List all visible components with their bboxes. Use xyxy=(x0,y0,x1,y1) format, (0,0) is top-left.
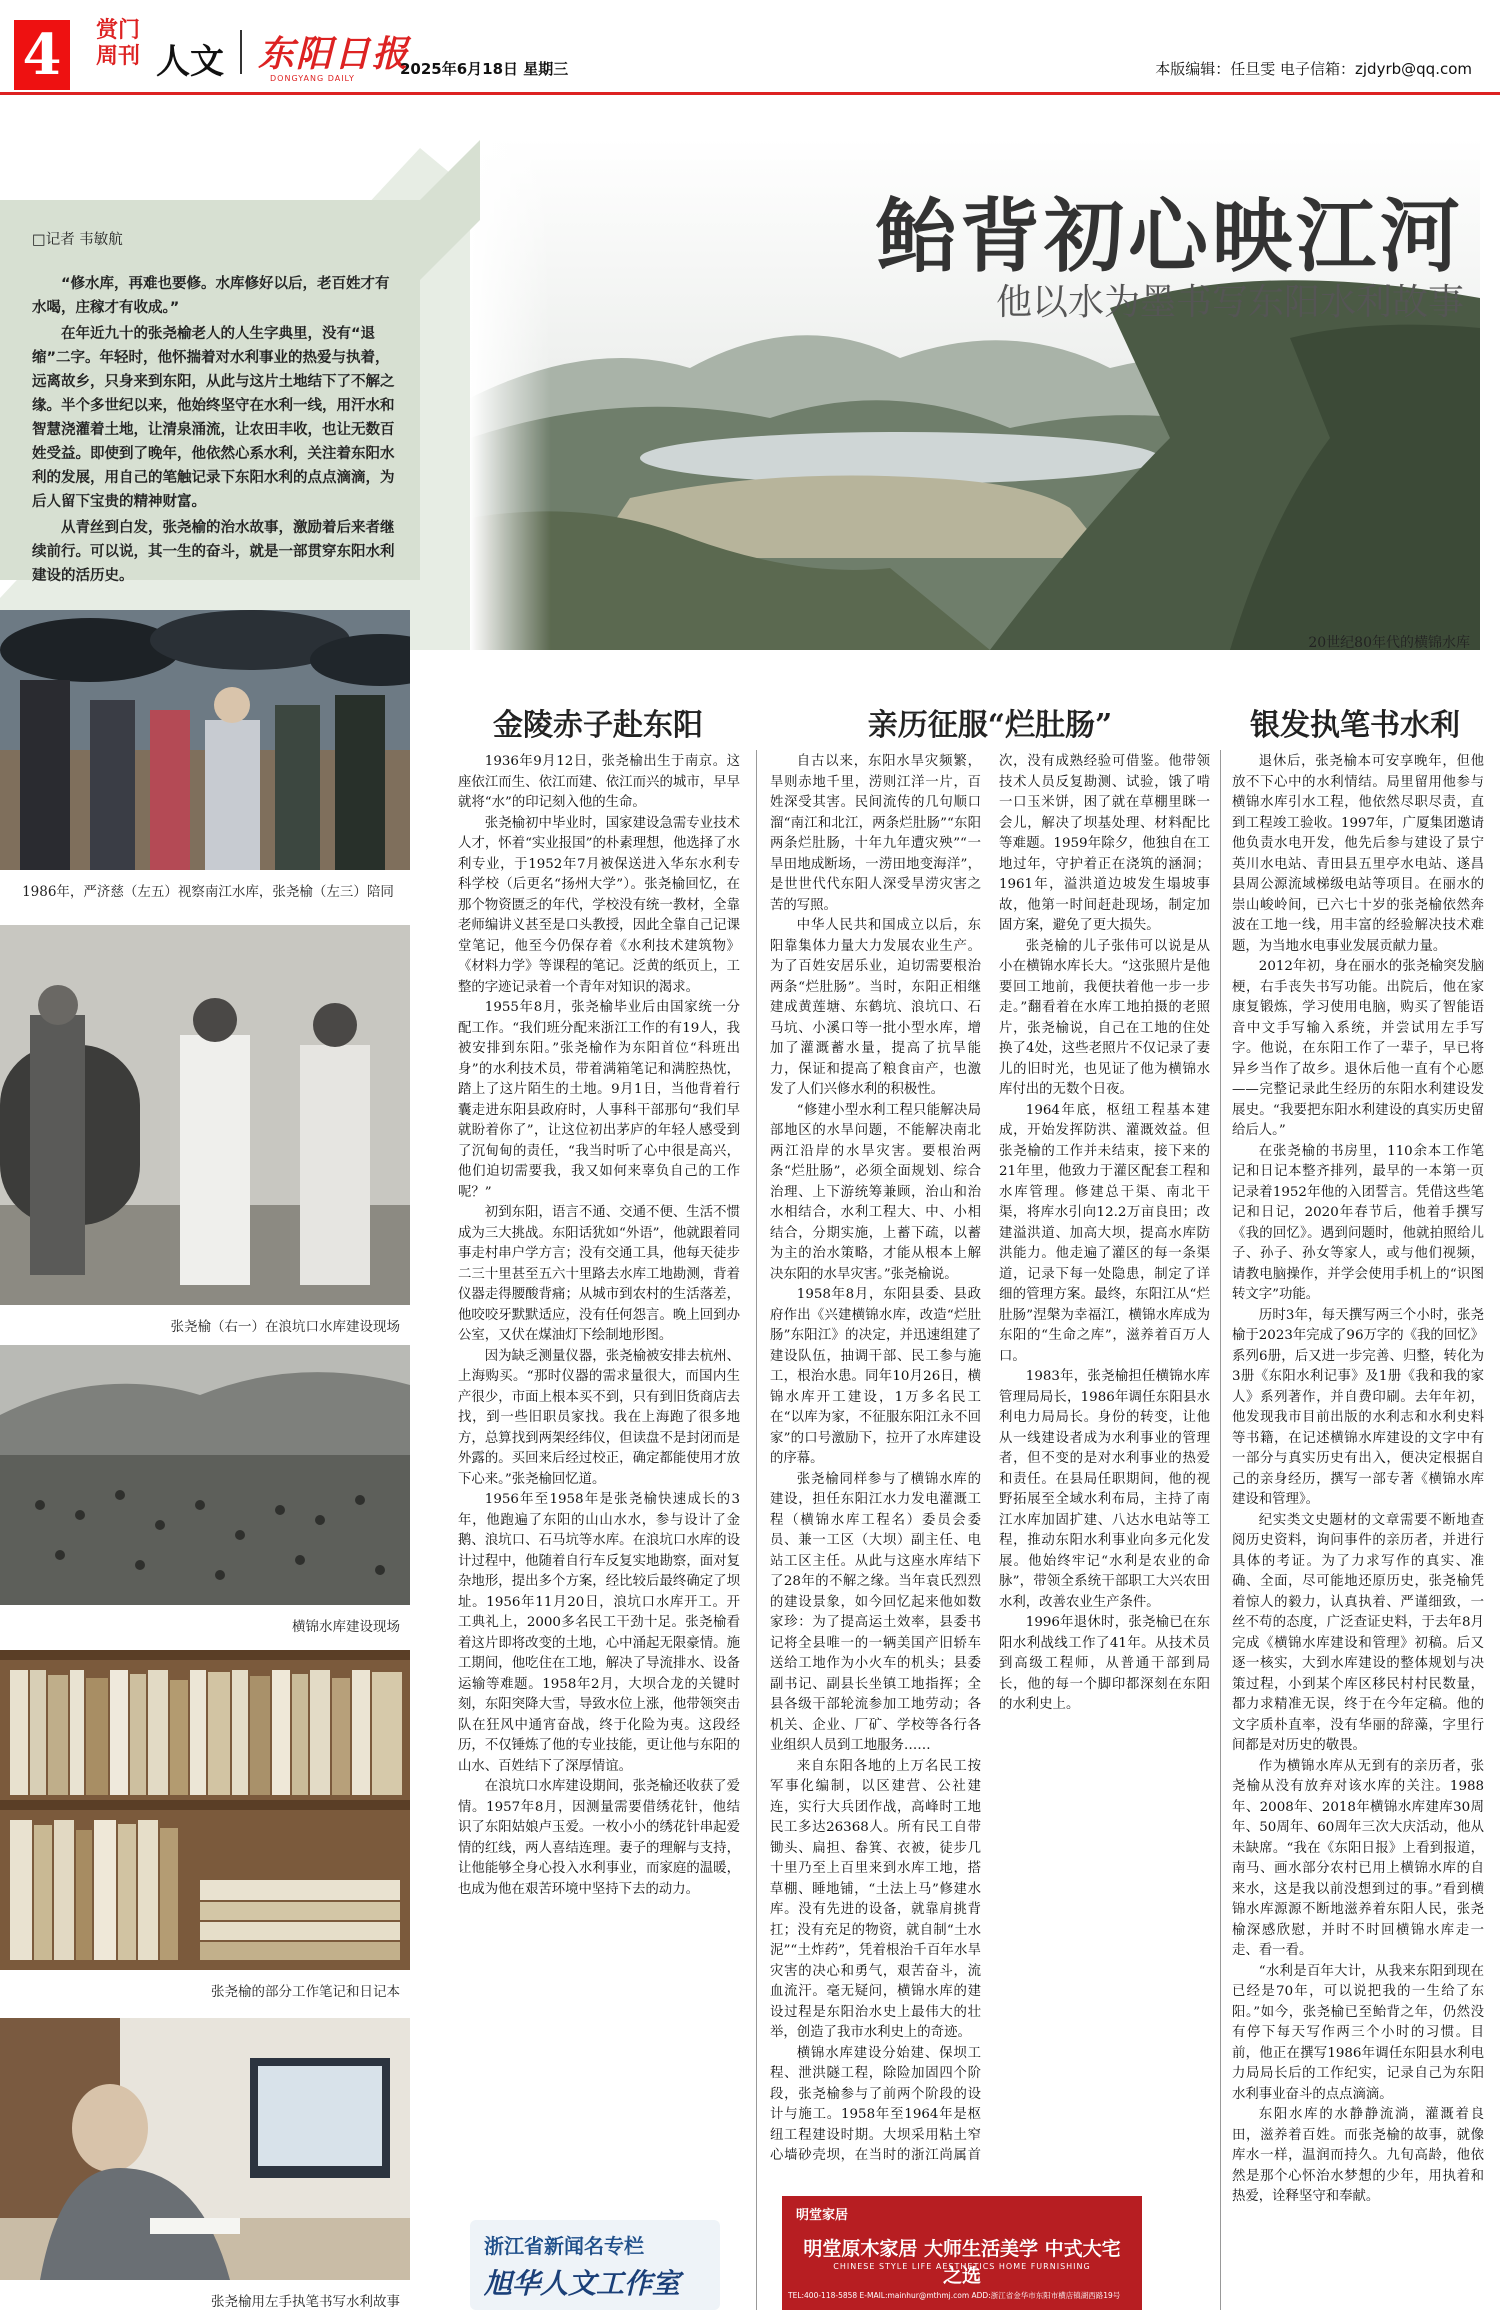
article-title: 鲐背初心映江河 xyxy=(876,189,1464,283)
photo-langkengkou-site xyxy=(0,925,410,1305)
photo-caption: 张尧榆用左手执笔书写水利故事 xyxy=(211,2294,400,2310)
section-heading: 银发执笔书水利 xyxy=(1250,708,1460,743)
body-paragraph: 来自东阳各地的上万名民工按军事化编制，以区建营、公社建连，实行大兵团作战，高峰时工地民工多达26368人。所有民工自带锄头、扁担、畚箕、衣被，徒步几十里乃至上百里来到水库工地，搭草棚、睡地铺，“土法上马”修建水库。没有先进的设备，就靠肩挑背扛；没有充足的物资，就自制“土水泥”“土炸药”，凭着根治千百年水旱灾害的决心和勇气，艰苦奋斗，流血流汗。毫无疑问，横锦水库的建设过程是东阳治水史上最伟大的壮举，创造了我市水利史上的奇迹。 xyxy=(770,1758,981,2040)
article-subtitle: 他以水为墨书写东阳水利故事 xyxy=(995,282,1464,323)
body-paragraph: 退休后，张尧榆本可安享晚年，但他放不下心中的水利情结。局里留用他参与横锦水库引水工程，他依然尽职尽责，直到工程竣工验收。1997年，广厦集团邀请他负责水电开发，他先后参与建设了景宁英川水电站、青田县五里亭水电站、遂昌县周公源流域梯级电站等项目。在丽水的崇山峻岭间，已六七十岁的张尧榆依然奔波在工地一线，用丰富的经验解决技术难题，为当地水电事业发展贡献力量。 xyxy=(1232,754,1484,954)
body-paragraph: 张尧榆同样参与了横锦水库的建设，担任东阳江水力发电灌溉工程（横锦水库工程名）委员会委员、兼一工区（大坝）副主任、电站工区主任。从此与这座水库结下了28年的不解之缘。当年袁氏烈烈的建设景象，如今回忆起来他如数家珍：为了提高运土效率，县委书记将全县唯一的一辆美国产旧轿车送给工地作为小火车的机头；县委副书记、副县长坐镇工地指挥；全县各级干部轮流参加工地劳动；各机关、企业、厂矿、学校等各行各业组织人员到工地服务…… xyxy=(770,1471,981,1753)
body-paragraph: “水利是百年大计，从我来东阳到现在已经是70年，可以说把我的一生给了东阳。”如今，张尧榆已至鲐背之年，仍然没有停下每天写作两三个小时的习惯。目前，他正在撰写1986年调任东阳县水利电力局局长后的工作纪实，记录自己为东阳水利事业奋斗的点点滴滴。 xyxy=(1232,1963,1484,2102)
body-paragraph: 1964年底，枢纽工程基本建成，开始发挥防洪、灌溉效益。但张尧榆的工作并未结束，接下来的21年里，他致力于灌区配套工程和水库管理。修建总干渠、南北干渠，将库水引向12.2万亩良田；改建溢洪道、加高大坝，提高水库防洪能力。他走遍了灌区的每一条渠道，记录下每一处隐患，制定了详细的管理方案。最终，东阳江从“烂肚肠”涅槃为幸福江，横锦水库成为东阳的“生命之库”，滋养着百万人口。 xyxy=(999,1102,1210,1364)
ad-brand: 明堂家居 xyxy=(796,2208,849,2223)
body-paragraph: 张尧榆的儿子张伟可以说是从小在横锦水库长大。“这张照片是他要回工地前，我便扶着他一步一步走。”翻看着在水库工地拍摄的老照片，张尧榆说，自己在工地的住处换了4处，这些老照片不仅记录了妻儿的旧时光，也见证了他为横锦水库付出的无数个日夜。 xyxy=(999,938,1210,1097)
body-paragraph: 初到东阳，语言不通、交通不便、生活不惯成为三大挑战。东阳话犹如“外语”，他就跟着同事走村串户学方言；没有交通工具，他每天徒步二三十里甚至五六十里路去水库工地勘测，背着仪器走得腰酸背痛；从城市到农村的生活落差，他咬咬牙默默适应，没有任何怨言。晚上回到办公室，又伏在煤油灯下绘制地形图。 xyxy=(458,1205,740,1343)
page-number: 4 xyxy=(14,20,70,90)
section-heading: 亲历征服“烂肚肠” xyxy=(867,708,1113,743)
body-paragraph: 因为缺乏测量仪器，张尧榆被安排去杭州、上海购买。“那时仪器的需求量很大，而国内生产很少，市面上根本买不到，只有到旧货商店去找，到一些旧职员家找。我在上海跑了很多地方，总算找到两架经纬仪，但读盘不是封闭而是外露的。买回来后经过校正，确定都能使用才放下心来。”张尧榆回忆道。 xyxy=(458,1348,740,1487)
intro-paragraph: 在年近九十的张尧榆老人的人生字典里，没有“退缩”二字。年轻时，他怀揣着对水利事业的热爱与执着，远离故乡，只身来到东阳，从此与这片土地结下了不解之缘。半个多世纪以来，他始终坚守在水利一线，用汗水和智慧浇灌着土地，让清泉涌流，让农田丰收，也让无数百姓受益。即使到了晚年，他依然心系水利，关注着东阳水利的发展，用自己的笔触记录下东阳水利的点点滴滴，为后人留下宝贵的精神财富。 xyxy=(32,326,395,510)
badge-main-text: 旭华人文工作室 xyxy=(484,2267,681,2300)
furniture-advertisement[interactable] xyxy=(782,2196,1142,2310)
newspaper-logo-sub: DONGYANG DAILY xyxy=(270,74,355,83)
column-divider xyxy=(1220,750,1221,2310)
photo-hengjin-construction xyxy=(0,1345,410,1605)
column-badge xyxy=(470,2220,720,2310)
photo-inspection-1986 xyxy=(0,610,410,870)
photo-notebooks xyxy=(0,1650,410,1970)
hero-caption: 20世纪80年代的横锦水库 xyxy=(1308,635,1470,651)
badge-top-text: 浙江省新闻名专栏 xyxy=(484,2234,644,2258)
body-paragraph: 1958年8月，东阳县委、县政府作出《兴建横锦水库，改造“烂肚肠”东阳江》的决定，并迅速组建了建设队伍，抽调干部、民工参与施工，根治水患。同年10月26日，横锦水库开工建设，1万多名民工在“以库为家，不征服东阳江永不回家”的口号激励下，拉开了水库建设的序幕。 xyxy=(770,1287,981,1466)
issue-date: 2025年6月18日 星期三 xyxy=(400,60,569,78)
header-rule xyxy=(0,92,1500,95)
section-body-1 xyxy=(458,752,740,2307)
body-paragraph: 1955年8月，张尧榆毕业后由国家统一分配工作。“我们班分配来浙江工作的有19人，我被安排到东阳。”张尧榆作为东阳首位“科班出身”的水利技术员，带着满箱笔记和满腔热忱，踏上了这片陌生的土地。9月1日，当他背着行囊走进东阳县政府时，人事科干部那句“我们早就盼着你了”，让这位初出茅庐的年轻人感受到了沉甸甸的责任，“我当时听了心中很是高兴，他们迫切需要我，我又如何来辜负自己的工作呢？” xyxy=(458,1000,740,1200)
column-divider xyxy=(756,750,757,2310)
intro-corner xyxy=(420,140,480,640)
body-paragraph: 1996年退休时，张尧榆已在东阳水利战线工作了41年。从技术员到高级工程师，从普通干部到局长，他的每一个脚印都深刻在东阳的水利史上。 xyxy=(999,1615,1210,1712)
section-heading: 金陵赤子赴东阳 xyxy=(493,708,703,743)
body-paragraph: 2012年初，身在丽水的张尧榆突发脑梗，右手丧失书写功能。出院后，他在家康复锻炼，学习使用电脑，购买了智能语音中文手写输入系统，并尝试用左手写字。他说，在东阳工作了一辈子，早已将异乡当作了故乡。退休后他一直有个心愿——完整记录此生经历的东阳水利建设发展史。“我要把东阳水利建设的真实历史留给后人。” xyxy=(1232,959,1484,1138)
photo-writing-left-hand xyxy=(0,2018,410,2280)
section-small-label: 赏门周刊 xyxy=(96,18,141,69)
intro-text xyxy=(32,228,404,590)
intro-paragraph: 从青丝到白发，张尧榆的治水故事，激励着后来者继续前行。可以说，其一生的奋斗，就是一部贯穿东阳水利建设的活历史。 xyxy=(32,520,395,584)
ad-english-tagline: CHINESE STYLE LIFE AESTHETICS HOME FURNISHING xyxy=(833,2262,1091,2271)
page-header xyxy=(0,0,1500,100)
body-paragraph: 张尧榆初中毕业时，国家建设急需专业技术人才，怀着“实业报国”的朴素理想，他选择了水利专业，于1952年7月被保送进入华东水利专科学校（后更名“扬州大学”）。张尧榆回忆，在那个物资匮乏的年代，学校没有统一教材，全靠老师编讲义甚至是口头教授，因此全靠自己记课堂笔记，他至今仍保存着《水利技术建筑物》《材料力学》等课程的笔记。泛黄的纸页上，工整的字迹记录着一个青年对知识的渴求。 xyxy=(458,815,740,995)
photo-caption: 张尧榆（右一）在浪坑口水库建设现场 xyxy=(170,1319,400,1335)
header-divider xyxy=(240,30,242,74)
newspaper-logo: 东阳日报 xyxy=(258,33,411,75)
body-paragraph: 在浪坑口水库建设期间，张尧榆还收获了爱情。1957年8月，因测量需要借绣花针，他结识了东阳姑娘卢玉爱。一枚小小的绣花针串起爱情的红线，两人喜结连理。妻子的理解与支持，让他能够全身心投入水利事业，而家庭的温暖，也成为他在艰苦环境中坚持下去的动力。 xyxy=(458,1779,740,1897)
body-paragraph: 作为横锦水库从无到有的亲历者，张尧榆从没有放弃对该水库的关注。1988年、2008年、2018年横锦水库建库30周年、50周年、60周年三次大庆活动，他从未缺席。“我在《东阳日报》上看到报道，南马、画水部分农村已用上横锦水库的自来水，这是我以前没想到过的事。”看到横锦水库源源不断地滋养着东阳人民，张尧榆深感欣慰，并时不时回横锦水库走一走、看一看。 xyxy=(1232,1758,1484,1958)
body-paragraph: 在张尧榆的书房里，110余本工作笔记和日记本整齐排列，最早的一本第一页记录着1952年他的入团誓言。凭借这些笔记和日记，2020年春节后，他着手撰写《我的回忆》。遇到问题时，他就拍照给儿子、孙子、孙女等家人，或与他们视频，请教电脑操作，并学会使用手机上的“识图转文字”功能。 xyxy=(1232,1143,1484,1302)
body-paragraph: 自古以来，东阳水旱灾频繁，旱则赤地千里，涝则江洋一片，百姓深受其害。民间流传的几句顺口溜“南江和北江，两条烂肚肠”“东阳两条烂肚肠，十年九年遭灾殃”“一旱田地成断场，一涝田地变海洋”，是世世代代东阳人深受旱涝灾害之苦的写照。 xyxy=(770,754,981,913)
section-label: 人文 xyxy=(156,42,224,82)
section-body-3 xyxy=(1232,752,1484,2307)
body-paragraph: 历时3年，每天撰写两三个小时，张尧榆于2023年完成了96万字的《我的回忆》系列6册，后又进一步完善、归整，转化为3册《东阳水利记事》及1册《我和我的家人》系列著作，并自费印刷。去年年初，他发现我市目前出版的水利志和水利史料等书籍，在记述横锦水库建设的文字中有一部分与真实历史有出入，便决定根据自己的亲身经历，撰写一部专著《横锦水库建设和管理》。 xyxy=(1232,1307,1484,1507)
ad-contact: TEL:400-118-5858 E-MAIL:mainhur@mthmj.com ADD:浙江省金华市东阳市横店镇湖西路19号 xyxy=(788,2291,1121,2300)
photo-caption: 1986年，严济慈（左五）视察南江水库，张尧榆（左三）陪同 xyxy=(22,884,394,900)
reporter-byline: □记者 韦敏航 xyxy=(32,232,123,248)
body-paragraph: 1956年至1958年是张尧榆快速成长的3年，他跑遍了东阳的山山水水，参与设计了金鹅、浪坑口、石马坑等水库。在浪坑口水库的设计过程中，他随着自行车反复实地勘察，面对复杂地形，提出多个方案，经比较后最终确定了坝址。1956年11月20日，浪坑口水库开工。开工典礼上，2000多名民工干劲十足。张尧榆看着这片即将改变的土地，心中涌起无限豪情。施工期间，他吃住在工地，解决了导流排水、设备运输等难题。1958年2月，大坝合龙的关键时刻，东阳突降大雪，导致水位上涨，他带领突击队在狂风中通宵奋战，终于化险为夷。这段经历，不仅锤炼了他的专业技能，更让他与东阳的山水、百姓结下了深厚情谊。 xyxy=(458,1492,740,1774)
section-body-2 xyxy=(770,752,1210,2182)
body-paragraph: 1936年9月12日，张尧榆出生于南京。这座依江而生、依江而建、依江而兴的城市，早早就将“水”的印记刻入他的生命。 xyxy=(458,754,740,810)
editor-info: 本版编辑：任旦雯 电子信箱：zjdyrb@qq.com xyxy=(1155,60,1472,78)
intro-paragraph: “修水库，再难也要修。水库修好以后，老百姓才有水喝，庄稼才有收成。” xyxy=(32,276,390,316)
photo-caption: 张尧榆的部分工作笔记和日记本 xyxy=(211,1984,400,2000)
body-paragraph: 纪实类文史题材的文章需要不断地查阅历史资料，询问事件的亲历者，并进行具体的考证。为了力求写作的真实、准确、全面，尽可能地还原历史，张尧榆凭着惊人的毅力，认真执着、严谨细致，一丝不苟的态度，广泛查证史料，于去年8月完成《横锦水库建设和管理》初稿。后又逐一核实，大到水库建设的整体规划与决策过程，小到某个库区移民村村民数量，都力求精准无误，终于在今年定稿。他的文字质朴直率，没有华丽的辞藻，字里行间都是对历史的敬畏。 xyxy=(1232,1512,1484,1753)
body-paragraph: 横锦水库建设分始建、保坝工程、泄洪隧工程，除险加固四个阶段，张尧榆参与了前两个阶段的设计与施工。1958年至1964年是枢纽工程建设时期。大坝采用粘土窄心墙砂壳坝，在当时的浙江尚属首次，没有成熟经验可借鉴。他带领技术人员反复勘测、试验，饿了啃一口玉米饼，困了就在草棚里眯一会儿，解决了坝基处理、材料配比等难题。1959年除夕，他独自在工地过年，守护着正在浇筑的涵洞；1961年，溢洪道边坡发生塌坡事故，他第一时间赶赴现场，制定加固方案，避免了更大损失。 xyxy=(770,754,1210,2163)
body-paragraph: 中华人民共和国成立以后，东阳靠集体力量大力发展农业生产。为了百姓安居乐业，迫切需要根治两条“烂肚肠”。当时，东阳正相继建成黄莲塘、东鹤坑、浪坑口、石马坑、小溪口等一批小型水库，增加了灌溉蓄水量，提高了抗旱能力，保证和提高了粮食亩产，也激发了人们兴修水利的积极性。 xyxy=(770,918,981,1097)
body-paragraph: 1983年，张尧榆担任横锦水库管理局局长，1986年调任东阳县水利电力局局长。身份的转变，让他从一线建设者成为水利事业的管理者，但不变的是对水利事业的热爱和责任。在县局任职期间，他的视野拓展至全域水利布局，主持了南江水库加固扩建、八达水电站等工程，推动东阳水利事业向多元化发展。他始终牢记“水利是农业的命脉”，带领全系统干部职工大兴农田水利，改善农业生产条件。 xyxy=(999,1369,1210,1610)
body-paragraph: “修建小型水利工程只能解决局部地区的水旱问题，不能解决南北两江沿岸的水旱灾害。要根治两条“烂肚肠”，必须全面规划、综合治理、上下游统筹兼顾，治山和治水相结合，水利工程大、中、小相结合，分期实施，上蓄下疏，以蓄为主的治水策略，才能从根本上解决东阳的水旱灾害。”张尧榆说。 xyxy=(770,1102,981,1282)
ad-slogan: 明堂原木家居 大师生活美学 中式大宅之选 xyxy=(803,2238,1121,2287)
photo-caption: 横锦水库建设现场 xyxy=(292,1619,400,1635)
body-paragraph: 东阳水库的水静静流淌，灌溉着良田，滋养着百姓。而张尧榆的故事，就像库水一样，温润而持久。九旬高龄，他依然是那个心怀治水梦想的少年，用执着和热爱，诠释坚守和奉献。 xyxy=(1232,2107,1484,2204)
